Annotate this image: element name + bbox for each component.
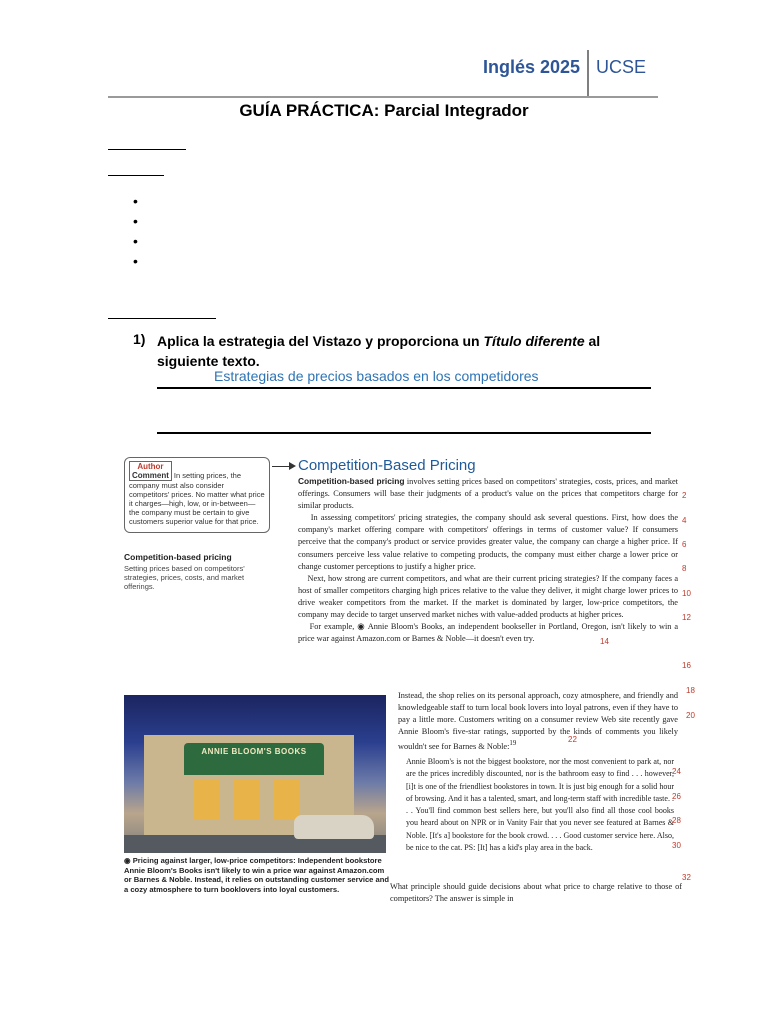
blank-line-2 <box>108 175 164 176</box>
line-number: 4 <box>682 516 687 525</box>
window-shape <box>274 779 300 819</box>
definition-term: Competition-based pricing <box>124 552 232 562</box>
list-item <box>133 211 147 231</box>
article-title: Competition-Based Pricing <box>298 457 476 474</box>
line-number: 20 <box>686 711 695 720</box>
institution-name: UCSE <box>596 57 647 77</box>
task-instruction: Aplica la estrategia del Vistazo y proporciona un Título diferente al siguiente texto. <box>157 333 601 369</box>
header-rule <box>108 96 658 98</box>
empty-bullet-list <box>133 191 147 271</box>
arrow-icon <box>272 466 294 467</box>
line-number: 30 <box>672 841 681 850</box>
line-number: 28 <box>672 816 681 825</box>
article-paragraph-continued: Instead, the shop relies on its personal approach, cozy atmosphere, and friendly and knowledgeable staff to turn local book lovers into loyal patrons, even if they have to pay a little more. Customers writing on a consumer review Web site recently gave Annie Bloom's five-star ratings, supported by the kinds of comments you likely wouldn't see for Barnes & Noble:$^{19}$ <box>398 691 678 752</box>
line-number: 26 <box>672 792 681 801</box>
header-divider <box>587 50 589 96</box>
photo-caption: ◉ Pricing against larger, low-price competitors: Independent bookstore Annie Bloom's Books isn't likely to win a price war against Amazon.com or Barnes & Noble. Instead, it relies on outstanding customer service and a cozy atmosphere to turn booklovers into loyal customers. <box>124 856 390 894</box>
bookstore-photo <box>124 695 386 853</box>
line-number: 22 <box>568 735 577 744</box>
course-title: Inglés 2025 <box>483 57 581 77</box>
answer-line-1 <box>157 387 651 389</box>
definition-text: Setting prices based on competitors' strategies, prices, costs, and market offerings. <box>124 564 245 591</box>
author-comment-text: In setting prices, the company must also consider competitors' prices. No matter what price it charges—high, low, or in-between—the company must be certain to give customers superior value for that price. <box>129 471 265 526</box>
article-paragraph-main: Competition-based pricing involves setting prices based on competitors' strategies, costs, prices, and market offerings. Consumers will base their judgments of a product's value on the prices that competitors charge for similar products. In assessing competitors' pricing strategies, the company should ask several questions. First, how does the company's market offering compare with competitors' offerings in terms of customer value? If consumers perceive that the company's product or service provides greater value, the company can charge a higher price. If consumers perceive less value relative to competing products, the company must either charge a lower price or change customer perceptions to justify a higher price. Next, how strong are current competitors, and what are their current pricing strategies? If the company faces a host of smaller competitors charging high prices relative to the value they deliver, it might charge lower prices to drive weaker competitors from the market. If the market is dominated by larger, low-price competitors, the company may decide to target unserved market niches with value-added products at higher prices. For example, ◉ Annie Bloom's Books, an independent bookseller in Portland, Oregon, isn't likely to win a price war against Amazon.com or Barnes & Noble—it doesn't even try. <box>298 476 679 644</box>
author-comment-box <box>124 457 270 533</box>
task-number: 1) <box>133 331 146 347</box>
line-number: 10 <box>682 589 691 598</box>
line-number: 6 <box>682 540 687 549</box>
document-title: GUÍA PRÁCTICA: Parcial Integrador <box>239 101 529 120</box>
customer-quote: Annie Bloom's is not the biggest bookstore, nor the most convenient to park at, nor are the prices incredibly discounted, nor is the bathroom easy to find . . . however, [i]t is one of the friendliest bookstores in town. It is just big enough for a solid hour of browsing. And it has a talented, smart, and long-term staff with incredible taste. . . . You'll find common best sellers here, but you'll also find all those cool books you heard about on NPR or in Vanity Fair that you never see featured at Barnes & Noble. [It's a] bookstore for the book crowd. . . . Good customer service here. Also, be nice to the cat. PS: [It] has a kid's play area in the back. <box>406 757 674 853</box>
window-shape <box>234 779 260 819</box>
list-item <box>133 251 147 271</box>
task-emphasis: Título diferente <box>483 333 585 349</box>
blank-line-1 <box>108 149 186 150</box>
line-number: 32 <box>682 873 691 882</box>
blank-line-3 <box>108 318 216 319</box>
list-item <box>133 191 147 211</box>
line-number: 12 <box>682 613 691 622</box>
textbook-scan <box>120 453 695 905</box>
window-shape <box>194 779 220 819</box>
line-number: 8 <box>682 564 687 573</box>
store-sign: ANNIE BLOOM'S BOOKS <box>201 747 307 756</box>
answer-text: Estrategias de precios basados en los competidores <box>214 368 539 384</box>
car-shape <box>294 815 374 839</box>
line-number: 16 <box>682 661 691 670</box>
line-number: 18 <box>686 686 695 695</box>
article-paragraph-cutoff: What principle should guide decisions about what price to charge relative to those of competitors? The answer is simple in <box>390 882 682 904</box>
list-item <box>133 231 147 251</box>
line-number: 24 <box>672 767 681 776</box>
answer-line-2 <box>157 432 651 434</box>
author-comment-label: Author Comment <box>129 461 172 481</box>
line-number: 14 <box>600 637 609 646</box>
line-number: 2 <box>682 491 687 500</box>
